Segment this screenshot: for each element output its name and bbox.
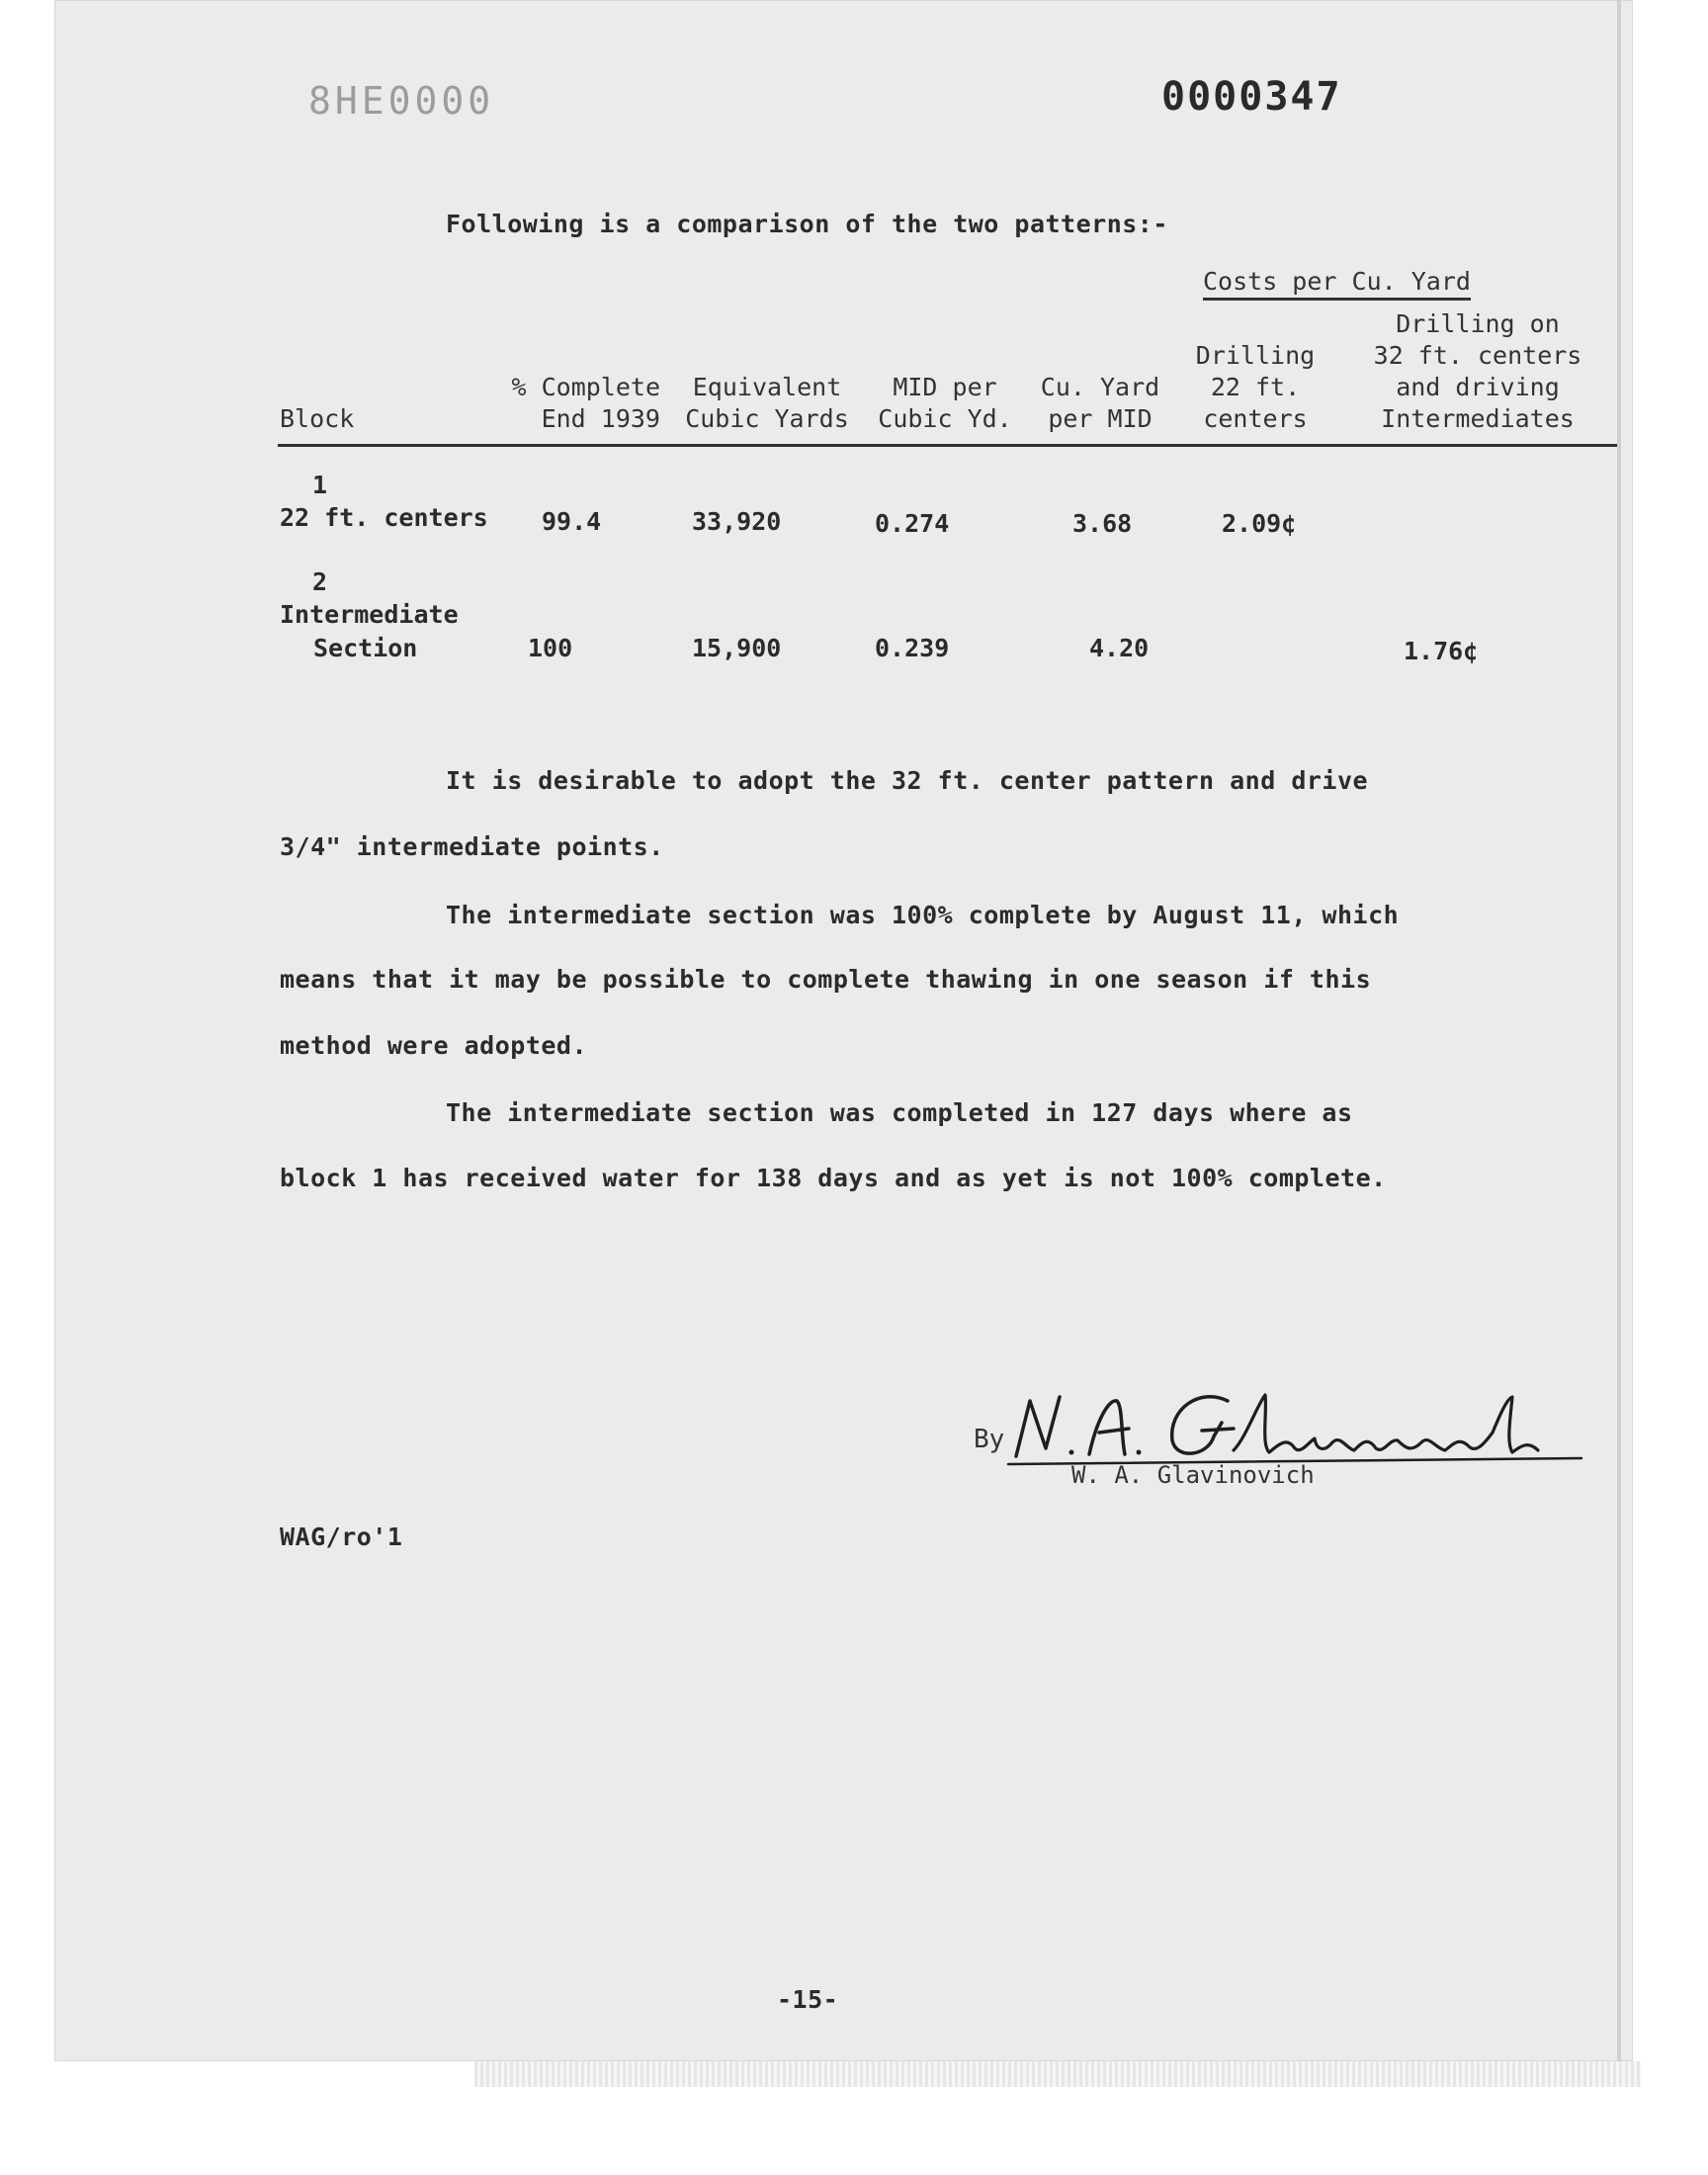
paragraph-2-line-3: method were adopted. (280, 1031, 588, 1060)
header-mid-line2: Cubic Yd. (878, 404, 1012, 433)
row1-drilling-22: 2.09¢ (1222, 509, 1297, 538)
header-equiv-yards (675, 372, 859, 435)
page-stamp-number: 0000347 (1161, 74, 1342, 120)
signature-by-label: By (974, 1425, 1005, 1454)
header-d32-line3: and driving (1396, 373, 1560, 401)
row2-mid-per-yd: 0.239 (875, 634, 950, 662)
row1-mid-per-yd: 0.274 (875, 509, 950, 538)
paragraph-2-line-1: The intermediate section was 100% complete by August 11, which (446, 901, 1400, 929)
page-footer-number: -15- (777, 1985, 839, 2014)
row1-pct-complete: 99.4 (542, 507, 602, 536)
header-d22-line1: Drilling (1195, 341, 1316, 370)
header-drilling-32 (1349, 308, 1606, 435)
row1-block-number: 1 (312, 471, 328, 499)
paragraph-1-line-2: 3/4" intermediate points. (280, 832, 664, 861)
header-d32-line4: Intermediates (1381, 404, 1575, 433)
row1-yd-per-mid: 3.68 (1072, 509, 1133, 538)
signature-typed-name: W. A. Glavinovich (1071, 1461, 1315, 1489)
row2-equiv-yards: 15,900 (692, 634, 782, 662)
header-pct-complete (484, 372, 660, 435)
costs-group-header: Costs per Cu. Yard (1203, 267, 1471, 301)
header-d32-line1: Drilling on (1396, 309, 1560, 338)
paragraph-3-line-1: The intermediate section was completed in 127 days where as (446, 1098, 1353, 1127)
scan-artifact-strip (474, 2061, 1641, 2087)
table-header-rule (278, 444, 1617, 447)
header-mid-per-yd (871, 372, 1019, 435)
header-d22-line3: centers (1203, 404, 1308, 433)
row2-pct-complete: 100 (528, 634, 573, 662)
header-pct-line2: End 1939 (541, 404, 660, 433)
row1-block-name: 22 ft. centers (280, 503, 488, 532)
paragraph-3-line-2: block 1 has received water for 138 days and as yet is not 100% complete. (280, 1164, 1387, 1192)
header-equiv-line2: Cubic Yards (685, 404, 849, 433)
header-yd-line1: Cu. Yard (1040, 373, 1160, 401)
typist-initials: WAG/ro'1 (280, 1522, 403, 1551)
row1-equiv-yards: 33,920 (692, 507, 782, 536)
header-drilling-22 (1183, 340, 1327, 435)
header-mid-line1: MID per (893, 373, 997, 401)
paragraph-2-line-2: means that it may be possible to complete thawing in one season if this (280, 965, 1372, 994)
row2-block-name-line1: Intermediate (280, 600, 459, 629)
intro-sentence: Following is a comparison of the two patterns:- (446, 210, 1168, 238)
faint-stamp-number: 8HE0000 (308, 79, 495, 123)
row2-block-number: 2 (312, 567, 328, 596)
header-equiv-line1: Equivalent (692, 373, 842, 401)
header-d22-line2: 22 ft. (1210, 373, 1301, 401)
header-yd-per-mid (1035, 372, 1165, 435)
header-d32-line2: 32 ft. centers (1373, 341, 1582, 370)
row2-block-name-line2: Section (313, 634, 418, 662)
header-yd-line2: per MID (1048, 404, 1153, 433)
handwritten-signature (998, 1379, 1591, 1468)
row2-yd-per-mid: 4.20 (1089, 634, 1150, 662)
row2-drilling-32: 1.76¢ (1404, 637, 1479, 665)
paragraph-1-line-1: It is desirable to adopt the 32 ft. center pattern and drive (446, 766, 1369, 795)
header-pct-line1: % Complete (511, 373, 660, 401)
page-edge-shadow (1617, 0, 1621, 2061)
header-block: Block (280, 404, 355, 433)
